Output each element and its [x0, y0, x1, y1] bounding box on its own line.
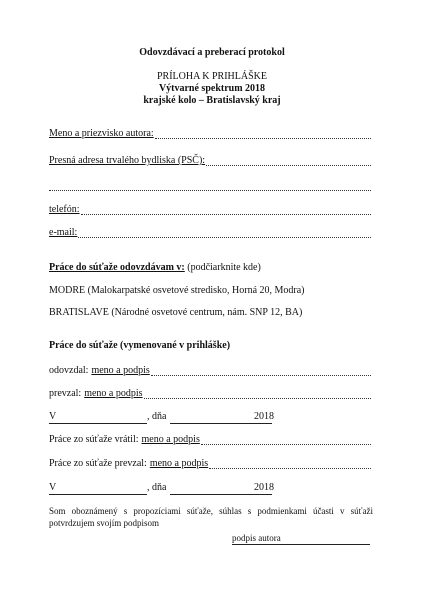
place-label-1: V: [49, 411, 57, 422]
email-label: e-mail:: [49, 227, 78, 238]
location-option-modra[interactable]: MODRE (Malokarpatské osvetové stredisko, Horná 20, Modra): [49, 285, 305, 296]
place-label-2: V: [49, 482, 57, 493]
year-2: 2018: [254, 482, 274, 493]
annex-label: PRÍLOHA K PRIHLÁŠKE: [156, 71, 267, 82]
address-dotted-line: [206, 156, 371, 166]
author-name-field[interactable]: [49, 128, 371, 139]
address-continuation-line[interactable]: [49, 190, 371, 191]
author-name-dotted-line: [155, 129, 371, 139]
handed-label: odovzdal:: [49, 365, 89, 376]
taken-label: Práce zo súťaže prevzal:: [49, 458, 147, 469]
received-dotted-line: [144, 389, 371, 399]
email-field[interactable]: [49, 227, 371, 238]
year-1: 2018: [254, 411, 274, 422]
submission-heading: Práce do súťaže odovzdávam v:: [49, 262, 185, 273]
received-value: meno a podpis: [84, 388, 143, 399]
works-heading: Práce do súťaže (vymenované v prihláške): [49, 340, 231, 351]
date-label-2: , dňa: [147, 482, 167, 493]
phone-label: telefón:: [49, 204, 80, 215]
returned-label: Práce zo súťaže vrátil:: [49, 434, 139, 445]
document-title: Odovzdávací a preberací protokol: [139, 47, 285, 58]
place-line-2[interactable]: [49, 494, 147, 495]
signature-label: podpis autora: [232, 533, 281, 543]
date-line-2[interactable]: [170, 494, 272, 495]
email-dotted-line: [78, 228, 371, 238]
received-label: prevzal:: [49, 388, 82, 399]
handed-value: meno a podpis: [91, 365, 150, 376]
taken-value: meno a podpis: [149, 458, 209, 469]
consent-statement: Som oboznámený s propozíciami súťaže, súhlas s podmienkami účasti v súťaži potvrdzujem svojím podpisom: [49, 506, 373, 528]
taken-dotted-line: [209, 459, 371, 469]
returned-value: meno a podpis: [141, 434, 200, 445]
place-line-1[interactable]: [49, 423, 147, 424]
handed-dotted-line: [151, 366, 371, 376]
address-field[interactable]: [49, 155, 371, 166]
location-option-bratislava[interactable]: BRATISLAVE (Národné osvetové centrum, nám. SNP 12, BA): [49, 307, 303, 318]
received-field[interactable]: [49, 388, 371, 399]
submission-heading-note: (podčiarknite kde): [187, 262, 261, 273]
taken-field[interactable]: [49, 458, 371, 469]
signature-line[interactable]: [232, 544, 370, 545]
date-label-1: , dňa: [147, 411, 167, 422]
phone-dotted-line: [81, 205, 371, 215]
competition-round: krajské kolo – Bratislavský kraj: [143, 95, 281, 106]
address-label: Presná adresa trvalého bydliska (PSČ):: [49, 155, 206, 166]
handed-field[interactable]: [49, 365, 371, 376]
returned-dotted-line: [201, 435, 371, 445]
competition-name: Výtvarné spektrum 2018: [158, 83, 266, 94]
phone-field[interactable]: [49, 204, 371, 215]
author-name-label: Meno a priezvisko autora:: [49, 128, 154, 139]
submission-heading-row: [49, 262, 261, 273]
returned-field[interactable]: [49, 434, 371, 445]
date-line-1[interactable]: [170, 423, 272, 424]
